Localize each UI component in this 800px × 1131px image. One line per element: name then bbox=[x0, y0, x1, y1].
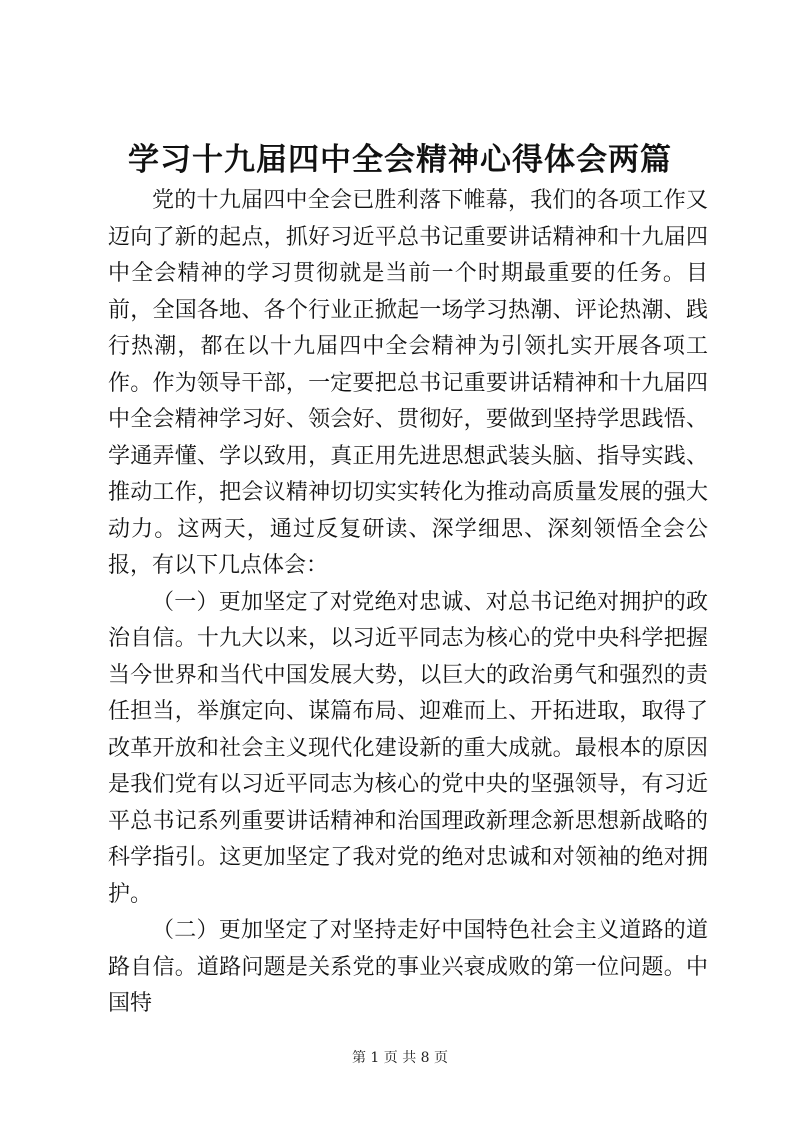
page-footer: 第 1 页 共 8 页 bbox=[351, 1050, 449, 1066]
paragraph-point-1: （一）更加坚定了对党绝对忠诚、对总书记绝对拥护的政治自信。十九大以来，以习近平同志为核心的党中央科学把握当今世界和当代中国发展大势，以巨大的政治勇气和强烈的责任担当，举旗定向、谋篇布局、迎难而上、开拓进取，取得了改革开放和社会主义现代化建设新的重大成就。最根本的原因是我们党有以习近平同志为核心的党中央的坚强领导，有习近平总书记系列重要讲话精神和治国理政新理念新思想新战略的科学指引。这更加坚定了我对党的绝对忠诚和对领袖的绝对拥护。 bbox=[108, 589, 708, 907]
paragraph-intro: 党的十九届四中全会已胜利落下帷幕，我们的各项工作又迈向了新的起点，抓好习近平总书记重要讲话精神和十九届四中全会精神的学习贯彻就是当前一个时期最重要的任务。目前，全国各地、各个行业正掀起一场学习热潮、评论热潮、践行热潮，都在以十九届四中全会精神为引领扎实开展各项工作。作为领导干部，一定要把总书记重要讲话精神和十九届四中全会精神学习好、领会好、贯彻好，要做到坚持学思践悟、学通弄懂、学以致用，真正用先进思想武装头脑、指导实践、推动工作，把会议精神切切实实转化为推动高质量发展的强大动力。这两天，通过反复研读、深学细思、深刻领悟全会公报，有以下几点体会： bbox=[108, 188, 708, 578]
document-title: 学习十九届四中全会精神心得体会两篇 bbox=[128, 142, 672, 178]
document-body bbox=[108, 183, 708, 1023]
paragraph-point-2: （二）更加坚定了对坚持走好中国特色社会主义道路的道路自信。道路问题是关系党的事业兴衰成败的第一位问题。中国特 bbox=[108, 918, 708, 1016]
